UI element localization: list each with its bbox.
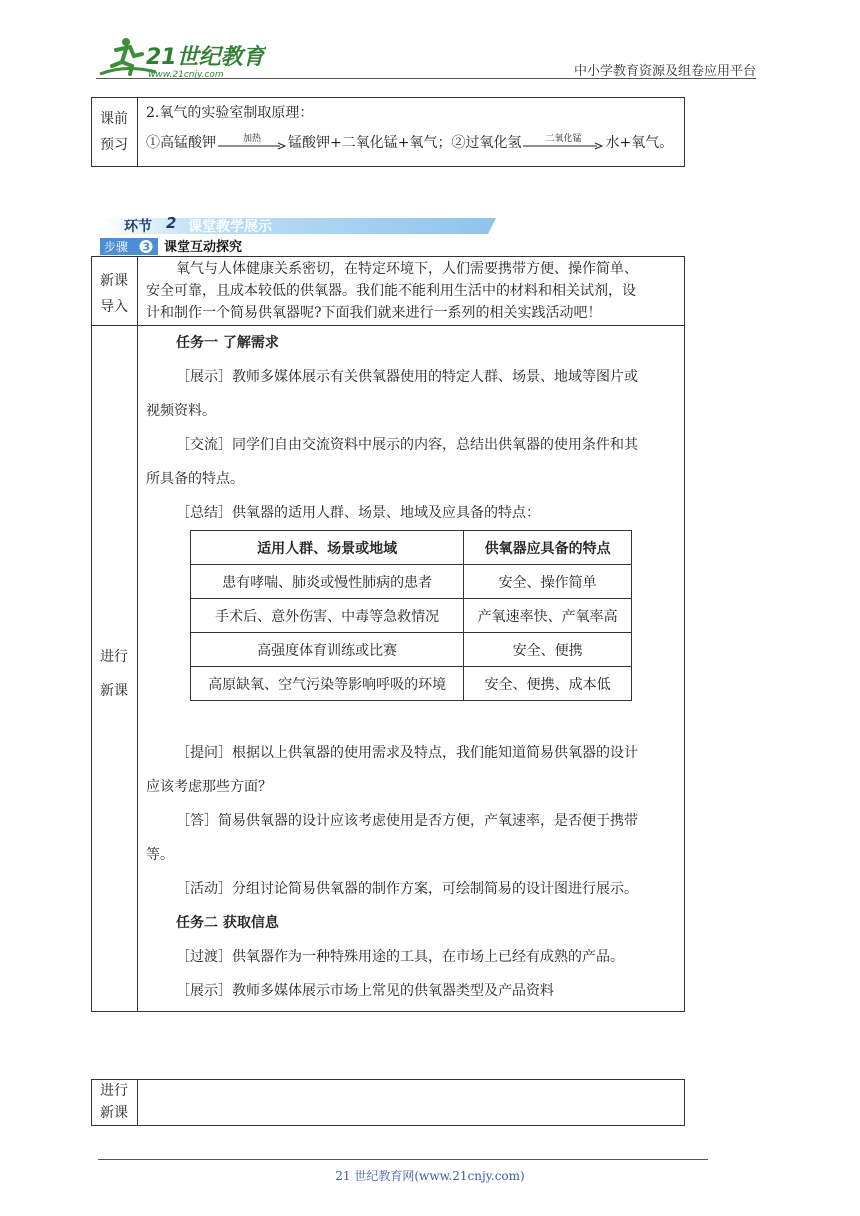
show-paragraph-line-1: ［展示］教师多媒体展示有关供氧器使用的特定人群、场景、地域等图片或	[176, 369, 638, 385]
table-row	[191, 633, 632, 667]
svg-text:2: 2	[166, 214, 177, 232]
table-row	[191, 599, 632, 633]
answer-paragraph-line-1: ［答］简易供氧器的设计应该考虑使用是否方便，产氧速率，是否便于携带	[176, 813, 638, 829]
table-cell: 高原缺氧、空气污染等影响呼吸的环境	[191, 667, 464, 701]
table-cell: 安全、便携、成本低	[464, 667, 632, 701]
intro-line-3: 计和制作一个简易供氧器呢?下面我们就来进行一系列的相关实践活动吧！	[146, 305, 602, 321]
lesson-table-continued	[91, 1079, 685, 1126]
step-banner	[100, 236, 280, 256]
task-one-heading: 任务一 了解需求	[176, 335, 279, 351]
summary-paragraph: ［总结］供氧器的适用人群、场景、地域及应具备的特点：	[176, 505, 540, 521]
preview-label: 课前 预习	[100, 111, 128, 153]
question-paragraph-line-2: 应该考虑那些方面？	[146, 779, 272, 795]
transition-paragraph: ［过渡］供氧器作为一种特殊用途的工具，在市场上已经有成熟的产品。	[176, 949, 624, 965]
section-banner	[100, 212, 496, 234]
site-logo	[96, 34, 266, 80]
task-two-heading: 任务二 获取信息	[176, 915, 279, 931]
exchange-paragraph-line-1: ［交流］同学们自由交流资料中展示的内容，总结出供氧器的使用条件和其	[176, 437, 638, 453]
footer-rule	[98, 1159, 708, 1160]
platform-name: 中小学教育资源及组卷应用平台	[573, 64, 756, 79]
svg-text:课堂教学展示: 课堂教学展示	[188, 219, 272, 234]
svg-text:21世纪教育: 21世纪教育	[146, 45, 265, 70]
table-cell: 产氧速率快、产氧率高	[464, 599, 632, 633]
svg-text:步骤: 步骤	[104, 240, 129, 254]
intro-label: 新课 导入	[100, 273, 128, 315]
svg-text:课堂互动探究: 课堂互动探究	[164, 240, 243, 255]
header-rule	[96, 78, 756, 79]
table-row	[191, 667, 632, 701]
table-cell: 高强度体育训练或比赛	[191, 633, 464, 667]
intro-line-2: 安全可靠，且成本较低的供氧器。我们能不能利用生活中的材料和相关试剂，设	[146, 283, 636, 299]
svg-text:环节: 环节	[124, 219, 152, 234]
table-cell: 患有哮喘、肺炎或慢性肺病的患者	[191, 565, 464, 599]
oxygen-supply-table	[190, 530, 632, 701]
intro-line-1: 氧气与人体健康关系密切，在特定环境下，人们需要携带方便、操作简单、	[176, 261, 638, 277]
table-cell: 安全、操作简单	[464, 565, 632, 599]
table-cell: 安全、便携	[464, 633, 632, 667]
show-paragraph-line-2: 视频资料。	[146, 403, 216, 419]
lesson-label: 进行 新课	[100, 649, 128, 699]
table-cell: 手术后、意外伤害、中毒等急救情况	[191, 599, 464, 633]
table-row	[191, 565, 632, 599]
activity-paragraph: ［活动］分组讨论简易供氧器的制作方案，可绘制简易的设计图进行展示。	[176, 881, 638, 897]
answer-paragraph-line-2: 等。	[146, 847, 174, 863]
table-header-row	[191, 531, 632, 565]
exchange-paragraph-line-2: 所具备的特点。	[146, 471, 244, 487]
reaction-arrow-catalyst: 二氧化锰	[523, 134, 603, 150]
footer-link[interactable]: 21 世纪教育网(www.21cnjy.com)	[335, 1169, 525, 1183]
reaction-equations: ①高锰酸钾 加热 锰酸钾+二氧化锰+氧气； ②过氧化氢 二氧化锰 水+氧气。	[146, 134, 674, 151]
question-paragraph-line-1: ［提问］根据以上供氧器的使用需求及特点，我们能知道简易供氧器的设计	[176, 745, 638, 761]
table-header-cell: 适用人群、场景或地域	[191, 531, 464, 565]
lesson-label-continued: 进行 新课	[100, 1083, 128, 1121]
preview-line-1: 2.氧气的实验室制取原理：	[146, 105, 314, 121]
reaction-arrow-heat: 加热	[218, 134, 286, 150]
market-show-paragraph: ［展示］教师多媒体展示市场上常见的供氧器类型及产品资料	[176, 983, 554, 999]
svg-text:www.21cnjy.com: www.21cnjy.com	[148, 70, 224, 80]
table-header-cell: 供氧器应具备的特点	[464, 531, 632, 565]
svg-text:3: 3	[142, 240, 151, 254]
